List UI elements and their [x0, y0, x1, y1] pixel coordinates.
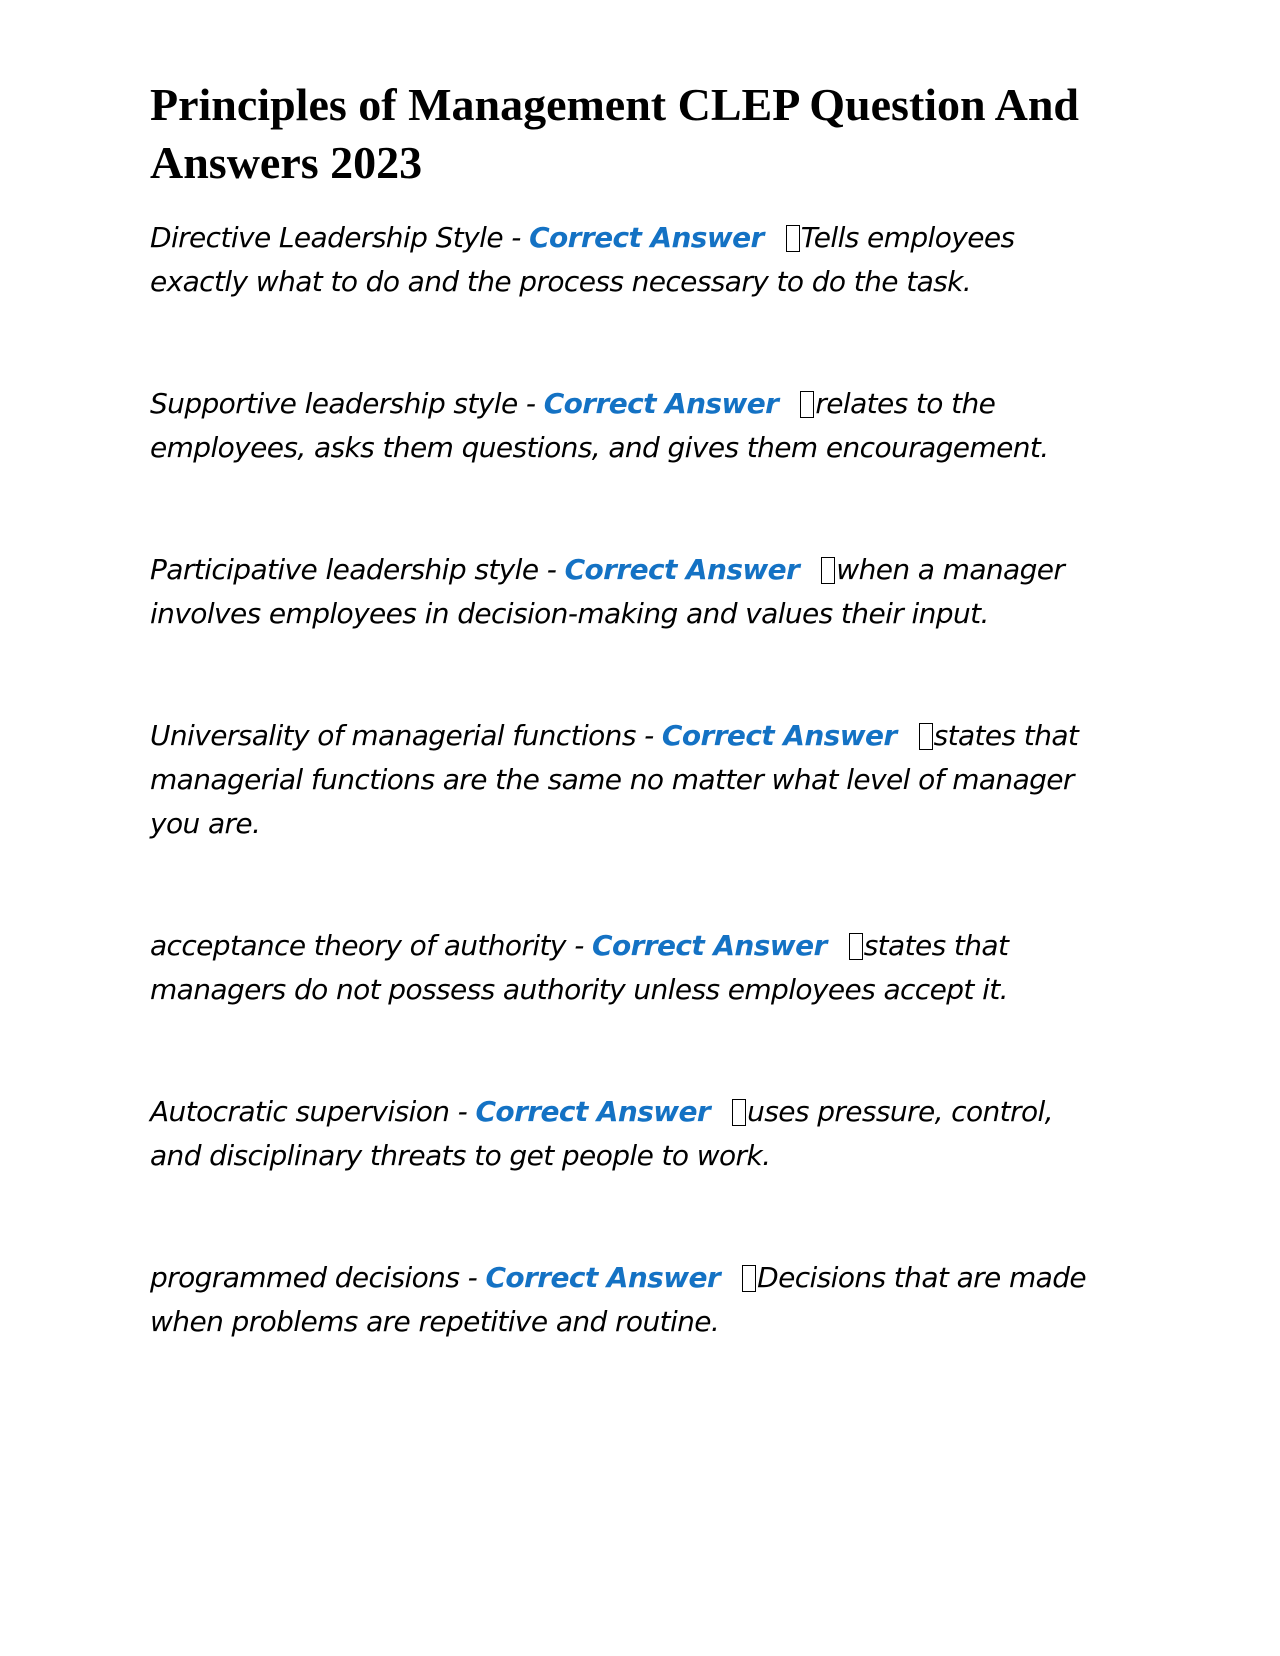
missing-glyph-box-icon [919, 723, 933, 750]
correct-answer-label: Correct Answer [529, 221, 764, 254]
qa-term: Autocratic supervision [150, 1095, 450, 1128]
missing-glyph-box-icon [742, 1265, 756, 1292]
missing-glyph-box-icon [849, 933, 863, 960]
qa-answer: Decisions that are made when problems are repetitive and routine. [150, 1261, 1086, 1338]
qa-entry [150, 714, 1110, 846]
document-title: Principles of Management CLEP Question And Answers 2023 [150, 79, 1079, 188]
missing-glyph-box-icon [732, 1099, 746, 1126]
qa-separator: - [449, 1095, 476, 1128]
qa-entry [150, 924, 1110, 1012]
qa-separator: - [502, 221, 530, 254]
qa-answer: when a manager involves employees in decision-making and values their input. [150, 553, 1065, 630]
qa-entry [150, 1256, 1110, 1344]
missing-glyph-box-icon [800, 391, 814, 418]
correct-answer-label: Correct Answer [661, 719, 897, 752]
qa-term: acceptance theory of authority [150, 929, 566, 962]
qa-separator: - [459, 1261, 486, 1294]
qa-answer: states that managerial functions are the same no matter what level of manager you are. [150, 719, 1079, 840]
qa-answer: Tells employees exactly what to do and the process necessary to do the task. [150, 221, 1015, 298]
qa-term: programmed decisions [150, 1261, 460, 1294]
missing-glyph-box-icon [821, 557, 835, 584]
correct-answer-label: Correct Answer [592, 929, 827, 962]
correct-answer-label: Correct Answer [485, 1261, 721, 1294]
qa-entry [150, 216, 1110, 304]
qa-term: Participative leadership style [150, 553, 539, 586]
qa-list [150, 216, 1110, 1422]
qa-term: Universality of managerial functions [150, 719, 636, 752]
qa-answer: uses pressure, control, and disciplinary threats to get people to work. [150, 1095, 1053, 1172]
qa-entry [150, 548, 1110, 636]
qa-separator: - [538, 553, 565, 586]
missing-glyph-box-icon [786, 225, 800, 252]
correct-answer-label: Correct Answer [475, 1095, 711, 1128]
correct-answer-label: Correct Answer [543, 387, 779, 420]
qa-answer: states that managers do not possess authority unless employees accept it. [150, 929, 1009, 1006]
correct-answer-label: Correct Answer [564, 553, 800, 586]
qa-term: Supportive leadership style [150, 387, 518, 420]
qa-entry [150, 382, 1110, 470]
qa-separator: - [565, 929, 593, 962]
qa-term: Directive Leadership Style [150, 221, 503, 254]
qa-separator: - [635, 719, 662, 752]
qa-answer: relates to the employees, asks them questions, and gives them encouragement. [150, 387, 1049, 464]
qa-entry [150, 1090, 1110, 1178]
qa-separator: - [517, 387, 544, 420]
